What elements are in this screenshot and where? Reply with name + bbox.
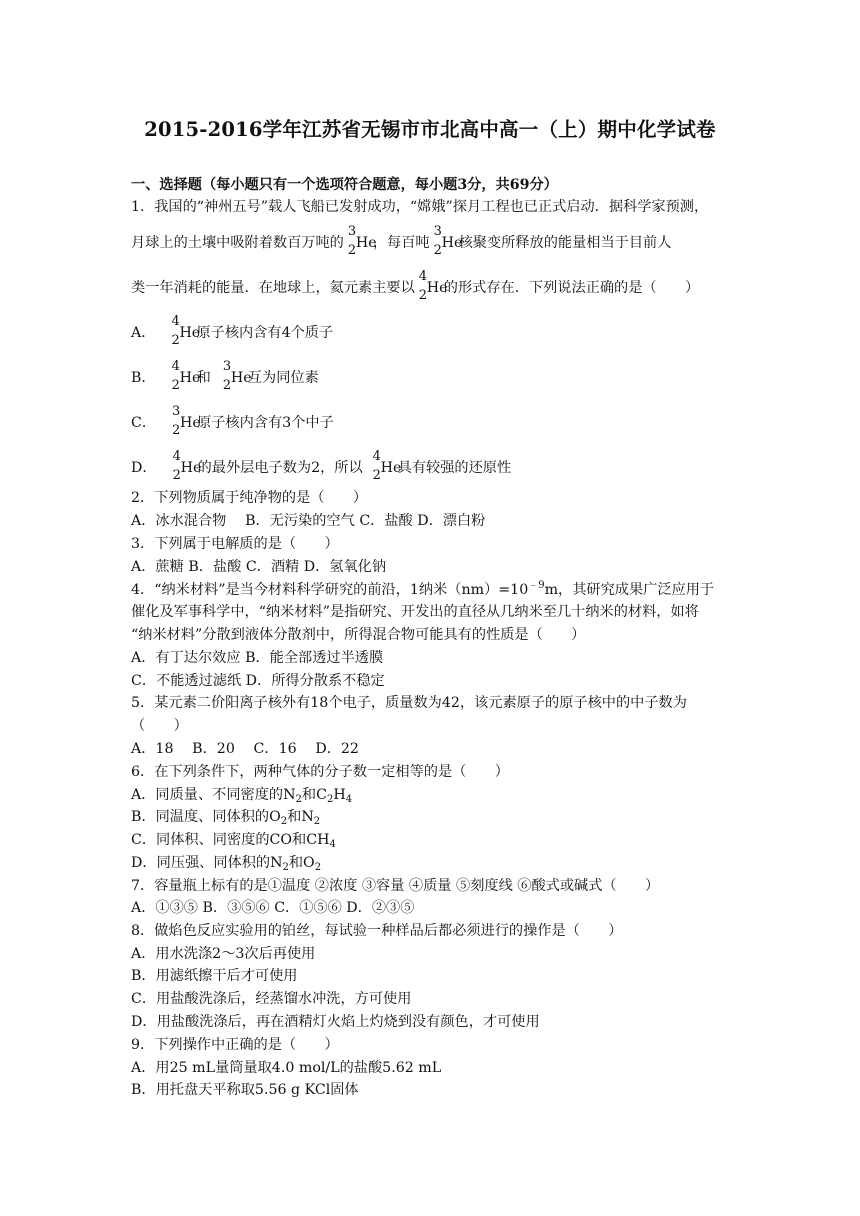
option-text-b: 具有较强的还原性 <box>397 460 512 476</box>
mass-number: 3 <box>172 404 181 419</box>
he4-nuclide <box>168 314 201 350</box>
text: 和C <box>301 787 327 803</box>
text: 和O <box>288 855 315 871</box>
option-text: 互为同位素 <box>247 370 319 386</box>
q7-options: A．①③⑤ B．③⑤⑥ C．①⑤⑥ D．②③⑤ <box>131 900 415 916</box>
q1-line3 <box>131 271 699 305</box>
subscript: 2 <box>280 816 288 827</box>
he3-nuclide <box>220 359 252 395</box>
he4-nuclide <box>169 359 201 395</box>
q4-line1-text-b: m，其研究成果广泛应用于 <box>544 582 715 598</box>
element-symbol: He <box>230 370 252 386</box>
q1-line1: 1．我国的“神州五号”载人飞船已发射成功，“嫦娥”探月工程也已正式启动．据科学家预测， <box>131 199 709 215</box>
option-text-and: 和 <box>196 370 211 386</box>
exponent: ﹣9 <box>528 580 545 591</box>
exam-title: 2015-2016学年江苏省无锡市市北高中高一（上）期中化学试卷 <box>144 118 716 141</box>
element-symbol: He <box>426 280 448 296</box>
q8-option-a: A．用水洗涤2～3次后再使用 <box>131 946 316 962</box>
option-label: B． <box>131 370 156 386</box>
q1-line2-text-c: 核聚变所释放的能量相当于目前人 <box>458 235 672 251</box>
q4-options-2: C．不能透过滤纸 D．所得分散系不稳定 <box>131 673 385 689</box>
q1-option-b <box>131 361 319 395</box>
atomic-number: 2 <box>171 333 180 348</box>
text: C．同体积、同密度的CO和CH <box>131 832 330 848</box>
q1-option-d <box>131 451 511 485</box>
q5-line1: 5．某元素二价阳离子核外有18个电子，质量数为42，该元素原子的原子核中的中子数为 <box>131 695 687 711</box>
q1-option-a <box>131 316 333 350</box>
q6-stem: 6．在下列条件下，两种气体的分子数一定相等的是（ ） <box>131 764 509 780</box>
q9-option-b: B．用托盘天平称取5.56 g KCl固体 <box>131 1082 359 1098</box>
option-text: 原子核内含有3个中子 <box>197 415 334 431</box>
atomic-number: 2 <box>418 288 428 303</box>
element-symbol: He <box>179 370 201 386</box>
element-symbol: He <box>380 460 402 476</box>
atomic-number: 2 <box>171 378 180 393</box>
q1-option-c <box>131 406 334 440</box>
subscript: 2 <box>326 794 334 805</box>
mass-number: 4 <box>418 269 428 284</box>
option-text-a: 的最外层电子数为2，所以 <box>197 460 363 476</box>
q1-line3-text-b: 的形式存在．下列说法正确的是（ ） <box>443 280 700 296</box>
q6-option-c <box>131 830 336 850</box>
element-symbol: He <box>180 460 202 476</box>
text: 和N <box>287 809 314 825</box>
subscript: 4 <box>329 839 336 850</box>
mass-number: 4 <box>372 449 381 464</box>
q6-option-d <box>131 853 321 873</box>
text: A．同质量、不同密度的N <box>131 787 296 803</box>
q4-line1-text-a: 4．“纳米材料”是当今材料科学研究的前沿，1纳米（nm）=10 <box>131 582 529 598</box>
he3-nuclide <box>431 224 463 260</box>
q4-options-1: A．有丁达尔效应 B．能全部透过半透膜 <box>131 650 384 666</box>
atomic-number: 2 <box>172 468 181 483</box>
q6-option-a <box>131 785 352 805</box>
q2-options: A．冰水混合物 B．无污染的空气 C．盐酸 D．漂白粉 <box>131 513 486 529</box>
option-text: 原子核内含有4个质子 <box>196 325 334 341</box>
q1-line2-text-b: ，每百吨 <box>372 235 430 251</box>
q4-line1 <box>131 580 714 600</box>
atomic-number: 2 <box>222 378 232 393</box>
option-label: A． <box>131 325 156 341</box>
q4-line3: “纳米材料”分散到液体分散剂中，所得混合物可能具有的性质是（ ） <box>131 627 586 643</box>
he3-nuclide <box>345 224 377 260</box>
mass-number: 3 <box>433 224 442 239</box>
text: H <box>333 787 346 803</box>
mass-number: 3 <box>347 224 357 239</box>
option-label: D． <box>131 460 157 476</box>
q6-option-b <box>131 807 320 827</box>
text: B．同温度、同体积的O <box>131 809 281 825</box>
atomic-number: 2 <box>433 243 442 258</box>
q8-option-b: B．用滤纸擦干后才可使用 <box>131 968 298 984</box>
mass-number: 4 <box>171 359 180 374</box>
option-label: C． <box>131 415 157 431</box>
he4-nuclide <box>370 449 402 485</box>
element-symbol: He <box>441 235 463 251</box>
he4-nuclide <box>416 269 448 305</box>
q5-options: A．18 B．20 C．16 D．22 <box>131 741 359 757</box>
section-heading: 一、选择题（每小题只有一个选项符合题意，每小题3分，共69分） <box>131 177 558 193</box>
subscript: 2 <box>295 794 302 805</box>
atomic-number: 2 <box>347 243 357 258</box>
q5-line2: （ ） <box>131 718 188 734</box>
subscript: 2 <box>282 862 289 873</box>
q9-stem: 9．下列操作中正确的是（ ） <box>131 1037 339 1053</box>
subscript: 4 <box>345 794 353 805</box>
text: D．同压强、同体积的N <box>131 855 283 871</box>
he4-nuclide <box>170 449 202 485</box>
q3-stem: 3．下列属于电解质的是（ ） <box>131 536 339 552</box>
mass-number: 3 <box>222 359 232 374</box>
q1-line3-text-a: 类一年消耗的能量．在地球上，氦元素主要以 <box>131 280 415 296</box>
q1-line2 <box>131 226 671 260</box>
q9-option-a: A．用25 mL量筒量取4.0 mol/L的盐酸5.62 mL <box>131 1060 442 1076</box>
q8-option-d: D．用盐酸洗涤后，再在酒精灯火焰上灼烧到没有颜色，才可使用 <box>131 1014 540 1030</box>
q1-line2-text-a: 月球上的土壤中吸附着数百万吨的 <box>131 235 344 251</box>
element-symbol: He <box>180 415 201 431</box>
atomic-number: 2 <box>172 423 181 438</box>
q7-stem-blank: （ ） <box>602 878 660 894</box>
element-symbol: He <box>179 325 201 341</box>
mass-number: 4 <box>171 314 180 329</box>
mass-number: 4 <box>172 449 181 464</box>
q4-line2: 催化及军事科学中，“纳米材料”是指研究、开发出的直径从几纳米至几十纳米的材料，如将 <box>131 604 699 620</box>
q7-stem <box>131 876 659 896</box>
subscript: 2 <box>313 816 321 827</box>
q8-option-c: C．用盐酸洗涤后，经蒸馏水冲洗，方可使用 <box>131 991 412 1007</box>
q2-stem: 2．下列物质属于纯净物的是（ ） <box>131 490 368 506</box>
he3-nuclide <box>169 404 201 440</box>
q7-stem-text: 7．容量瓶上标有的是①温度 ②浓度 ③容量 ④质量 ⑤刻度线 ⑥酸式或碱式 <box>131 878 603 894</box>
subscript: 2 <box>314 862 322 873</box>
element-symbol: He <box>355 235 377 251</box>
q3-options: A．蔗糖 B．盐酸 C．酒精 D．氢氧化钠 <box>131 559 387 575</box>
atomic-number: 2 <box>372 468 381 483</box>
q8-stem: 8．做焰色反应实验用的铂丝，每试验一种样品后都必须进行的操作是（ ） <box>131 923 623 939</box>
